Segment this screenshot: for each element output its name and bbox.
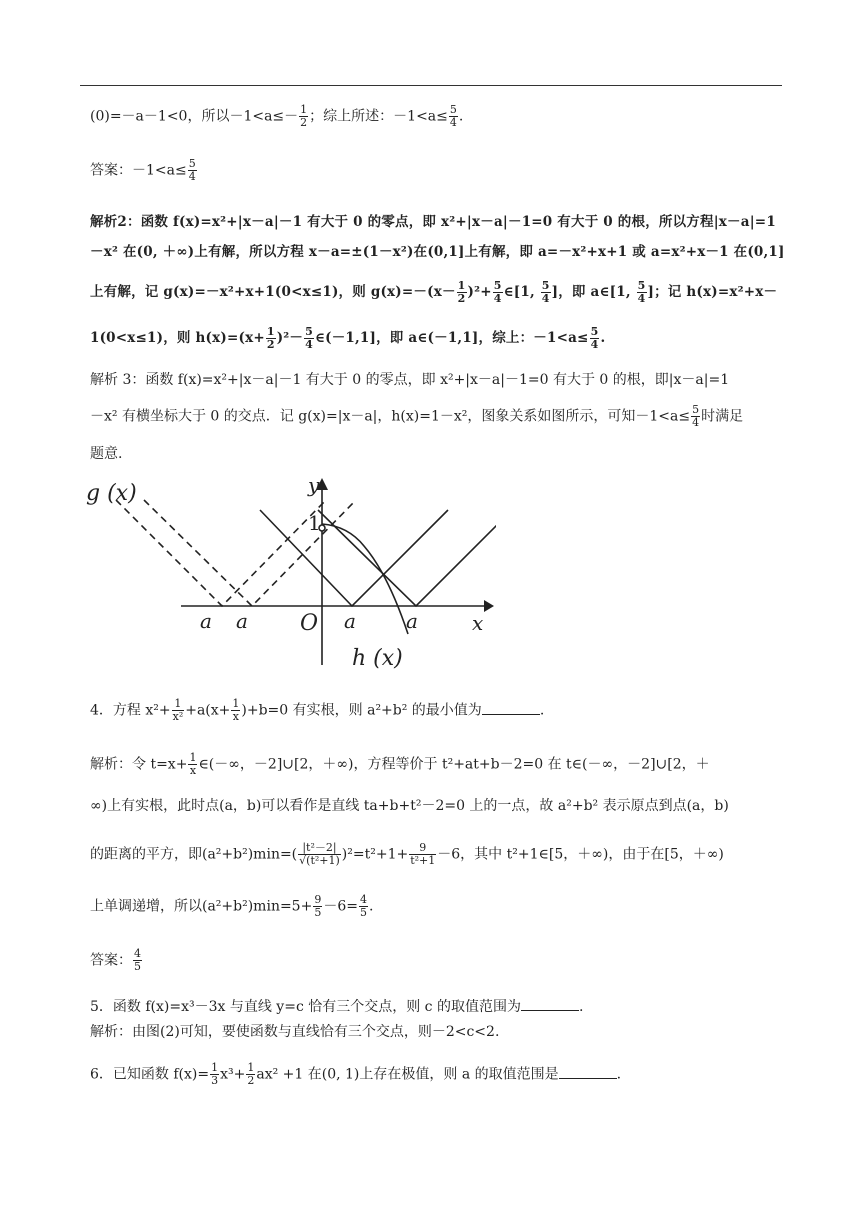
header-rule (80, 85, 782, 86)
g-label: g (x) (86, 481, 137, 506)
solution-4-line4: 上单调递增，所以(a²+b²)min=5+ $\frac{9}{5}$ －6= $\frac{4}{5}$ . (90, 893, 374, 919)
graph-figure (86, 470, 496, 670)
solution2-line3: 上有解，记 g(x)=－x²+x+1(0<x≤1)，则 g(x)=－(x－ $\frac{1}{2}$ )²+ $\frac{5}{4}$ ∈[1, $\frac{5}{4}$ ]，即 a∈[1, $\frac{5}{4}$ ]；记 h(x)=x²+x－ (90, 279, 778, 305)
a-label-3: a (344, 609, 356, 633)
solid-v-1 (260, 510, 448, 606)
fraction: $\frac{5}{4}$ (188, 157, 196, 183)
fraction: $\frac{1}{2}$ (300, 103, 308, 129)
answer-blank (482, 700, 540, 715)
solution-5: 解析：由图(2)可知，要使函数与直线恰有三个交点，则－2<c<2. (90, 1024, 500, 1040)
text-line: (0)=－a－1<0，所以－1<a≤－ $\frac{1}{2}$ ；综上所述：－1<a≤ $\frac{5}{4}$ . (90, 103, 464, 129)
x-axis-arrow (484, 600, 494, 612)
y-label: y (308, 473, 320, 497)
x-label: x (472, 611, 484, 635)
question-6: 6．已知函数 f(x)= $\frac{1}{3}$ x³+ $\frac{1}{2}$ ax² +1 在(0, 1)上存在极值，则 a 的取值范围是 . (90, 1061, 622, 1087)
origin-label: O (300, 611, 319, 636)
text: ；综上所述：－1<a≤ (309, 108, 448, 125)
one-label: 1 (308, 511, 321, 535)
question-4: 4．方程 x²+ $\frac{1}{\text{x²}}$ +a(x+ $\frac{1}{x}$ )+b=0 有实根，则 a²+b² 的最小值为 . (90, 697, 545, 723)
solution2-line4: 1(0<x≤1)，则 h(x)=(x+ $\frac{1}{2}$ )²－ $\frac{5}{4}$ ∈(－1,1]，即 a∈(－1,1]，综上：－1<a≤ $\frac{5}{4}$ . (90, 325, 606, 351)
solution2-line1: 解析2：函数 f(x)=x²+|x－a|－1 有大于 0 的零点，即 x²+|x－a|－1=0 有大于 0 的根，所以方程|x－a|=1 (90, 214, 776, 230)
h-label: h (x) (352, 646, 403, 670)
solution-4-line2: ∞)上有实根，此时点(a，b)可以看作是直线 ta+b+t²－2=0 上的一点，故 a²+b² 表示原点到点(a，b) (90, 798, 729, 814)
a-label-4: a (406, 609, 418, 633)
solution-4-line3: 的距离的平方，即(a²+b²)min=( $\frac{\text{|t²－2|}}{\text{√(t²+1)}}$ )²=t²+1+ $\frac{9}{\text{t²+1}}$ －6，其中 t²+1∈[5，＋∞)，由于在[5，＋∞) (90, 841, 724, 867)
answer-blank (559, 1064, 617, 1079)
question-5: 5．函数 f(x)=x³－3x 与直线 y=c 恰有三个交点，则 c 的取值范围为 . (90, 996, 780, 1017)
answer-blank (521, 996, 579, 1011)
answer-4: 答案： $\frac{4}{5}$ (90, 947, 141, 973)
fraction: $\frac{5}{4}$ (449, 103, 457, 129)
solution3-line3: 题意. (90, 446, 123, 462)
solid-v-2 (318, 510, 496, 606)
text: (0)=－a－1<0，所以－1<a≤－ (90, 108, 299, 125)
parabola-h (322, 524, 408, 634)
answer-label: 答案：－1<a≤ (90, 162, 187, 179)
solution-4-line1: 解析：令 t=x+ $\frac{1}{x}$ ∈(－∞，－2]∪[2，＋∞)，方程等价于 t²+at+b－2=0 在 t∈(－∞，－2]∪[2，＋ (90, 751, 710, 777)
solution2-line2: －x² 在(0, ＋∞)上有解，所以方程 x－a=±(1－x²)在(0,1]上有解，即 a=－x²+x+1 或 a=x²+x－1 在(0,1] (90, 244, 785, 260)
answer-line (90, 158, 780, 183)
a-label-2: a (236, 609, 248, 633)
solution3-line2: －x² 有横坐标大于 0 的交点．记 g(x)=|x－a|，h(x)=1－x²，图象关系如图所示，可知－1<a≤ $\frac{5}{4}$ 时满足 (90, 403, 744, 429)
solution3-line1: 解析 3：函数 f(x)=x²+|x－a|－1 有大于 0 的零点，即 x²+|x－a|－1=0 有大于 0 的根，即|x－a|=1 (90, 372, 730, 388)
dashed-v-1 (116, 500, 326, 606)
a-label-1: a (200, 609, 212, 633)
